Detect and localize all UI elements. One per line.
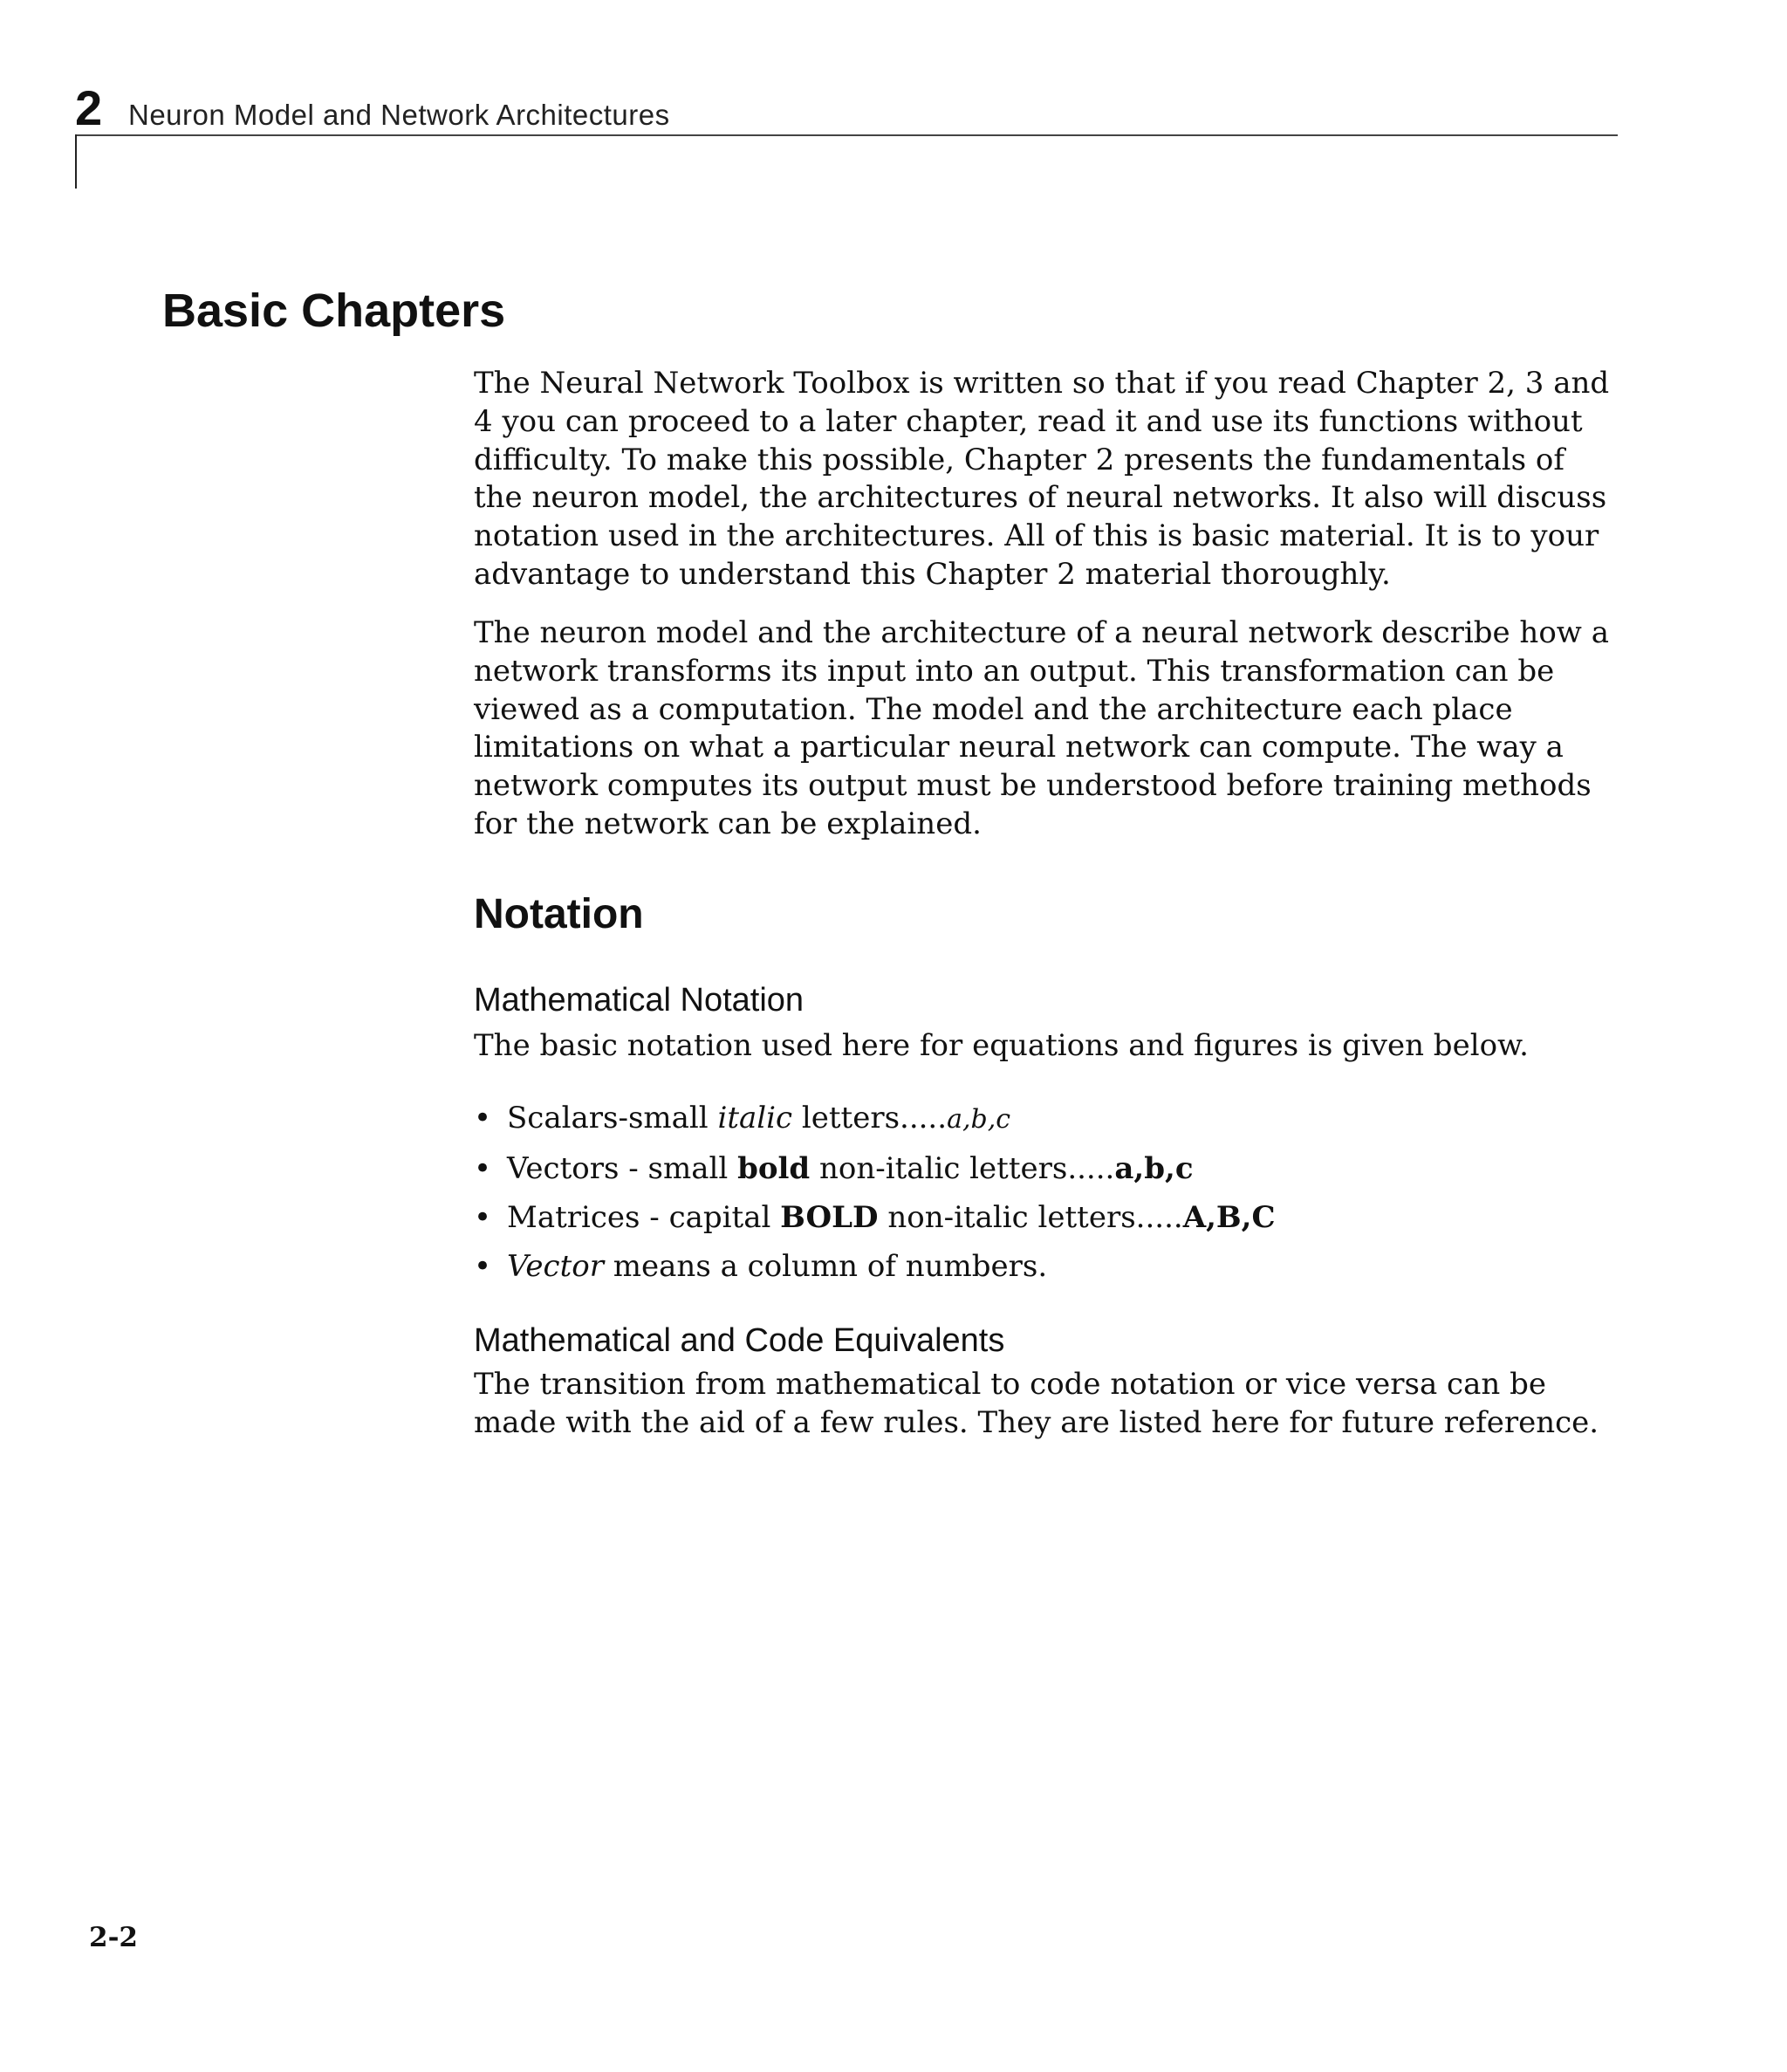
paragraph-text: The transition from mathematical to code notation or vice versa can be made with the aid of a few rules. They are listed here for future reference. [474,1367,1599,1440]
paragraph-text: The Neural Network Toolbox is written so that if you read Chapter 2, 3 and 4 you can proceed to a later chapter, read it and use its functions without difficulty. To make this possible, Chapter 2 presents the fundamentals of the neuron model, the architectures of neural networks. It also will discuss notation used in the architectures. All of this is basic material. It is to your advantage to understand this Chapter 2 material thoroughly. [474,366,1610,592]
bullet-marker: • [474,1200,492,1235]
intro-paragraph-1 [474,365,1617,594]
bullet-text: non-italic letters..... [878,1200,1183,1235]
intro-paragraph-2 [474,614,1617,844]
section-title: Basic Chapters [162,285,506,337]
bullet-example-italic: a,b,c [947,1104,1011,1135]
paragraph-text: The basic notation used here for equations and figures is given below. [474,1028,1529,1063]
notation-bullet-list [474,1094,1276,1291]
bullet-vector-definition [474,1242,1276,1291]
bullet-text: letters..... [792,1101,948,1135]
bullet-emphasis-italic: italic [717,1101,793,1135]
bullet-text: Scalars-small [507,1101,718,1135]
bullet-example-bold: a,b,c [1114,1151,1194,1186]
bullet-marker: • [474,1151,492,1186]
bullet-marker: • [474,1101,492,1135]
bullet-vectors [474,1144,1276,1193]
paragraph-text: The neuron model and the architecture of a neural network describe how a network transforms its input into an output. This transformation can be viewed as a computation. The model and the architecture each place limitations on what a particular neural network can compute. The way a network computes its output must be understood before training methods for the network can be explained. [474,615,1609,841]
bullet-text: Vectors - small [507,1151,738,1186]
bullet-text: non-italic letters..... [810,1151,1115,1186]
bullet-emphasis-bold: BOLD [780,1200,879,1235]
code-equivalents-paragraph [474,1366,1617,1443]
bullet-emphasis-italic: Vector [507,1249,604,1284]
bullet-marker: • [474,1249,492,1284]
chapter-number: 2 [75,80,103,135]
code-equivalents-heading: Mathematical and Code Equivalents [474,1322,1005,1359]
header-rule [75,134,1618,136]
bullet-text: means a column of numbers. [603,1249,1048,1284]
running-header-title: Neuron Model and Network Architectures [128,99,670,131]
bullet-text: Matrices - capital [507,1200,781,1235]
page-number: 2-2 [89,1922,139,1953]
bullet-emphasis-bold: bold [737,1151,811,1186]
bullet-scalars [474,1094,1276,1144]
math-notation-heading: Mathematical Notation [474,982,804,1019]
header-margin-tick [75,134,77,189]
bullet-example-bold: A,B,C [1182,1200,1276,1235]
math-notation-intro [474,1027,1617,1066]
notation-heading: Notation [474,891,644,937]
bullet-matrices [474,1193,1276,1242]
